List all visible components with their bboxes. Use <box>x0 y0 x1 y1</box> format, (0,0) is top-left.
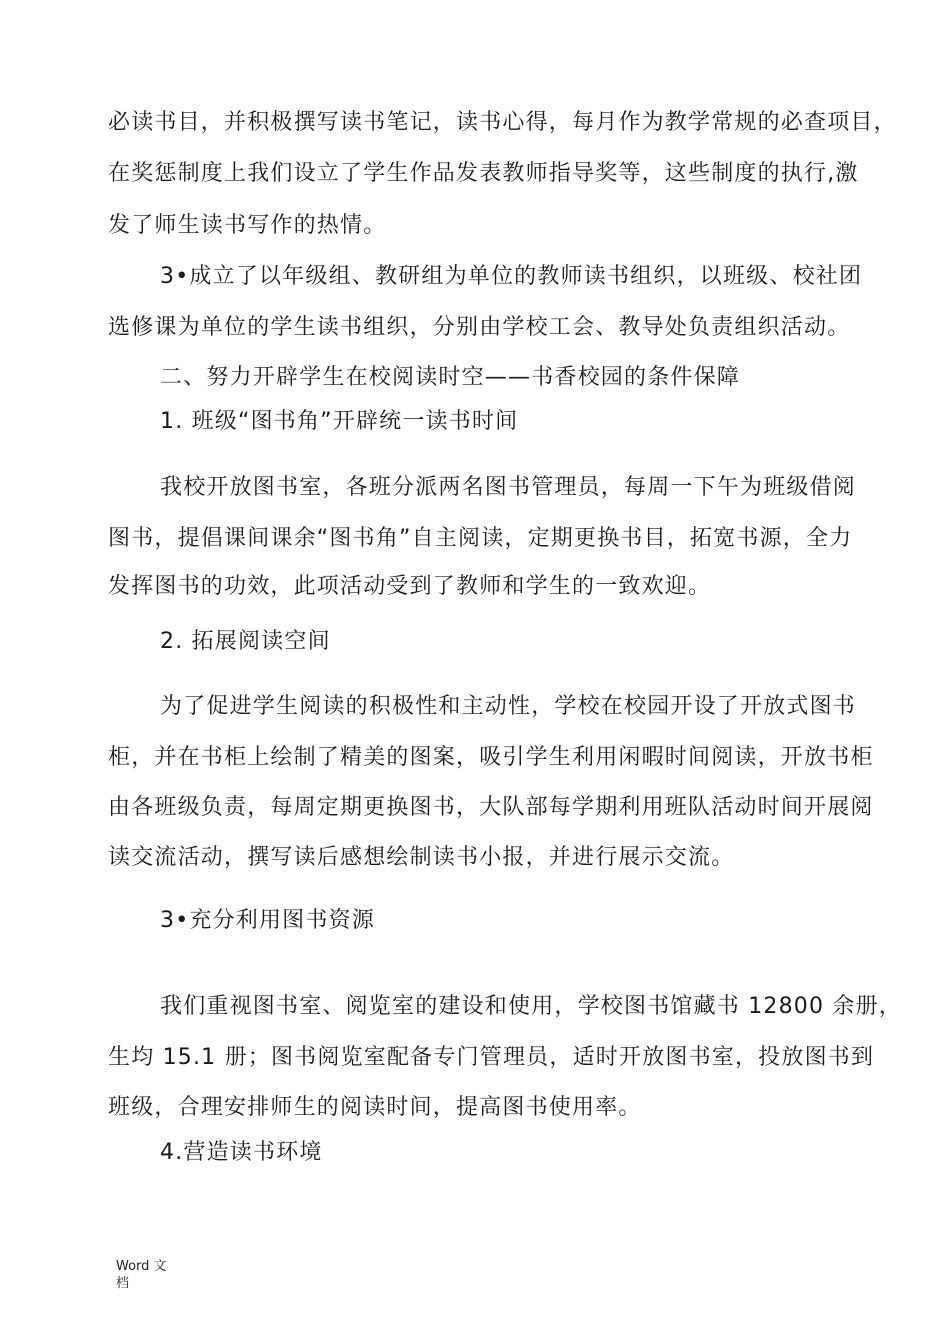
text-line: 发了师生读书写作的热情。 <box>108 213 387 238</box>
text-line: 图书，提倡课间课余“图书角”自主阅读，定期更换书目，拓宽书源，全力 <box>108 526 853 551</box>
footer-label: Word 文 <box>116 1259 167 1274</box>
text-line: 生均 15.1 册；图书阅览室配备专门管理员，适时开放图书室，投放图书到 <box>108 1045 875 1070</box>
text-line: 由各班级负责，每周定期更换图书，大队部每学期利用班队活动时间开展阅 <box>108 795 874 820</box>
text-line: 我们重视图书室、阅览室的建设和使用，学校图书馆藏书 12800 余册， <box>160 994 902 1019</box>
text-line: 我校开放图书室，各班分派两名图书管理员，每周一下午为班级借阅 <box>160 475 857 500</box>
text-line: 3•成立了以年级组、教研组为单位的教师读书组织，以班级、校社团 <box>160 264 863 289</box>
text-line: 班级，合理安排师生的阅读时间，提高图书使用率。 <box>108 1095 642 1120</box>
text-line: 读交流活动，撰写读后感想绘制读书小报，并进行展示交流。 <box>108 845 735 870</box>
text-line: 在奖惩制度上我们设立了学生作品发表教师指导奖等，这些制度的执行,激 <box>108 161 859 186</box>
item-heading: 1. 班级“图书角”开辟统一读书时间 <box>160 409 519 434</box>
item-heading: 2. 拓展阅读空间 <box>160 629 331 654</box>
text-line: 发挥图书的功效，此项活动受到了教师和学生的一致欢迎。 <box>108 574 712 599</box>
footer-label: 档 <box>116 1276 130 1291</box>
text-line: 柜，并在书柜上绘制了精美的图案，吸引学生利用闲暇时间阅读，开放书柜 <box>108 745 874 770</box>
section-heading: 二、努力开辟学生在校阅读时空——书香校园的条件保障 <box>160 365 741 390</box>
text-line: 选修课为单位的学生读书组织，分别由学校工会、教导处负责组织活动。 <box>108 315 851 340</box>
text-line: 必读书目，并积极撰写读书笔记，读书心得，每月作为教学常规的必查项目， <box>108 110 897 135</box>
item-heading: 3•充分利用图书资源 <box>160 908 375 933</box>
text-line: 为了促进学生阅读的积极性和主动性，学校在校园开设了开放式图书 <box>160 694 857 719</box>
item-heading: 4.营造读书环境 <box>160 1140 323 1165</box>
